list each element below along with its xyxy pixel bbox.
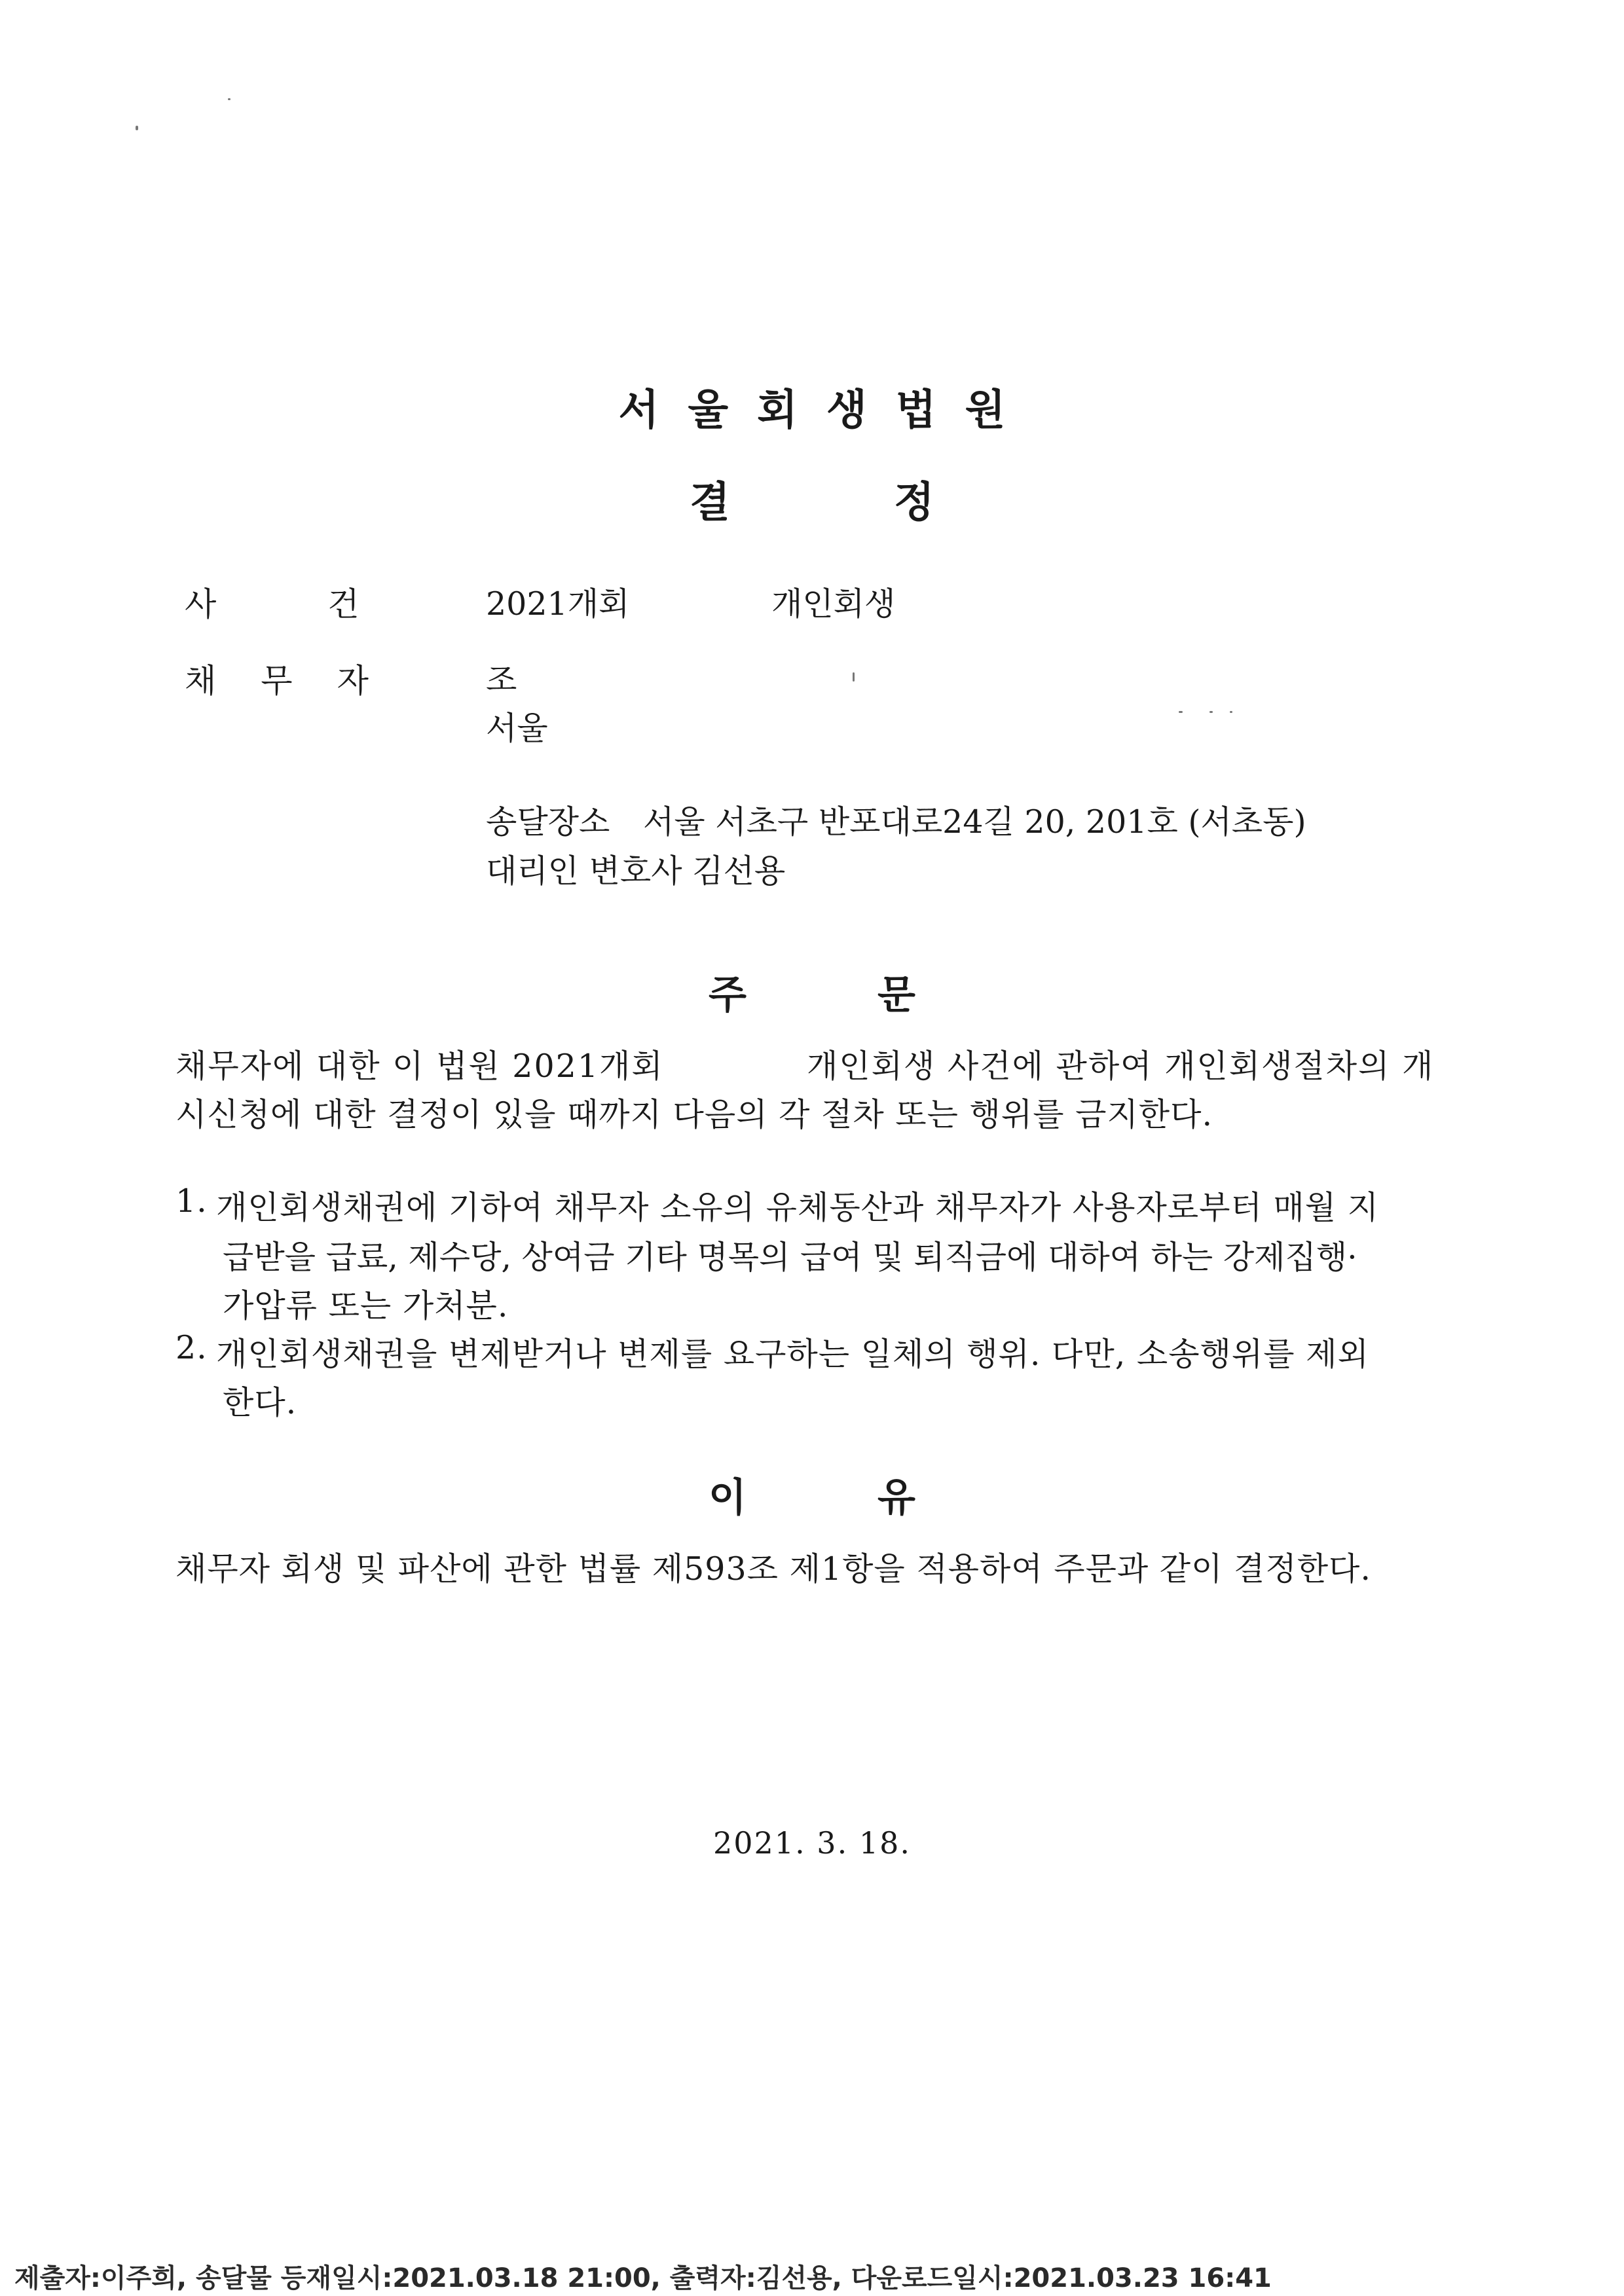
debtor-label: 채무자	[185, 662, 413, 700]
debtor-address: 서울	[486, 710, 548, 747]
order-intro-line-1a: 채무자에 대한 이 법원 2021개회	[175, 1048, 664, 1085]
scan-speck	[1179, 711, 1183, 713]
decision-date: 2021. 3. 18.	[713, 1825, 911, 1861]
scan-speck	[1209, 711, 1213, 713]
order-item-line: 급받을 급료, 제수당, 상여금 기타 명목의 급여 및 퇴직금에 대하여 하는 강제집행·	[223, 1239, 1357, 1276]
scan-speck	[1230, 711, 1232, 713]
scan-speck	[228, 98, 231, 100]
reason-heading: 이유	[709, 1475, 1046, 1521]
scan-speck	[853, 672, 855, 682]
court-name: 서울회생법원	[618, 386, 1035, 435]
order-intro-line-1b: 개인회생 사건에 관하여 개인회생절차의 개	[807, 1048, 1435, 1085]
legal-agent: 대리인 변호사 김선용	[486, 852, 786, 890]
debtor-name: 조	[486, 661, 517, 699]
order-item-number: 2.	[175, 1329, 208, 1366]
reason-text: 채무자 회생 및 파산에 관한 법률 제593조 제1항을 적용하여 주문과 같이 결정한다.	[175, 1550, 1371, 1588]
order-item-line: 한다.	[223, 1384, 297, 1421]
download-footer: 제출자:이주희, 송달물 등재일시:2021.03.18 21:00, 출력자:김선용, 다운로드일시:2021.03.23 16:41	[14, 2263, 1272, 2293]
case-type: 개인회생	[771, 585, 896, 623]
case-number: 2021개회	[486, 585, 630, 623]
order-heading: 주문	[709, 972, 1046, 1018]
order-item-line: 가압류 또는 가처분.	[223, 1287, 509, 1324]
order-item-number: 1.	[175, 1182, 208, 1220]
document-type-title: 결정	[690, 479, 1098, 527]
delivery-place-label: 송달장소	[486, 803, 610, 841]
scan-speck	[136, 126, 138, 130]
order-item-line: 개인회생채권을 변제받거나 변제를 요구하는 일체의 행위. 다만, 소송행위를 제외	[216, 1336, 1369, 1373]
order-intro-line-2: 시신청에 대한 결정이 있을 때까지 다음의 각 절차 또는 행위를 금지한다.	[175, 1096, 1213, 1133]
delivery-place: 서울 서초구 반포대로24길 20, 201호 (서초동)	[643, 803, 1306, 841]
order-item-line: 개인회생채권에 기하여 채무자 소유의 유체동산과 채무자가 사용자로부터 매월 지	[216, 1189, 1379, 1226]
case-label: 사건	[185, 585, 471, 623]
